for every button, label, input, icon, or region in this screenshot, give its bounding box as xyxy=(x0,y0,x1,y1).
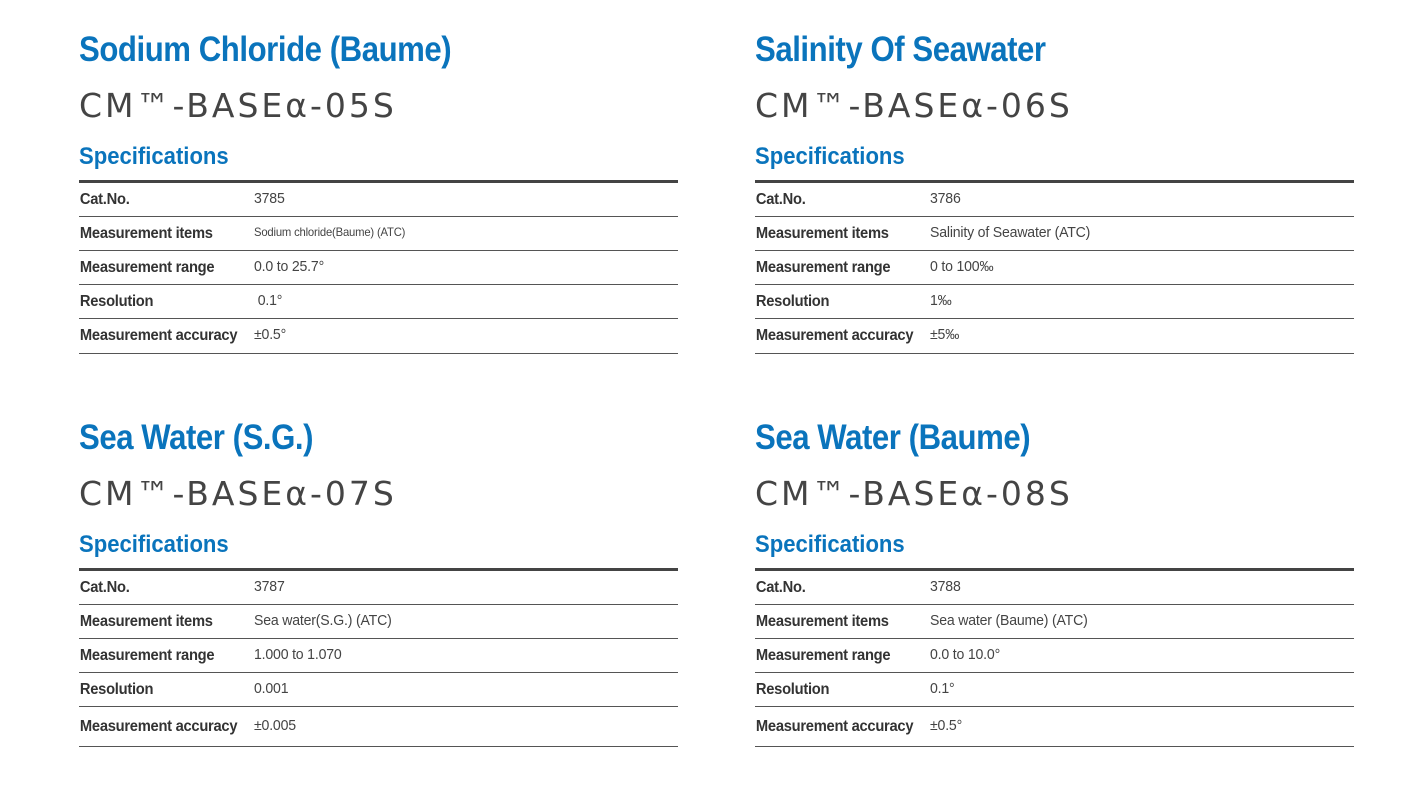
spec-label: Measurement accuracy xyxy=(79,327,238,344)
specifications-table xyxy=(79,180,678,354)
spec-label: Resolution xyxy=(755,680,830,698)
spec-label: Measurement items xyxy=(79,612,213,630)
product-title: Sea Water (Baume) xyxy=(755,418,1031,457)
spec-value: 3788 xyxy=(930,577,961,595)
spec-row-measurement-items xyxy=(79,605,678,639)
spec-label: Measurement range xyxy=(79,258,215,276)
spec-label: Measurement accuracy xyxy=(755,717,914,735)
spec-row-measurement-accuracy xyxy=(79,319,678,354)
spec-value: 3785 xyxy=(254,189,285,207)
product-model: CM™-BASEα-05S xyxy=(79,86,397,125)
product-panel-salinity-of-seawater xyxy=(755,28,1355,354)
spec-label: Measurement range xyxy=(755,646,891,664)
spec-row-measurement-range xyxy=(755,639,1354,673)
spec-row-measurement-range xyxy=(79,639,678,673)
spec-value: 0.0 to 10.0° xyxy=(930,645,1001,663)
spec-value: ±0.5° xyxy=(254,326,287,343)
specifications-table xyxy=(79,568,678,747)
product-panel-sea-water-baume xyxy=(755,416,1355,747)
spec-label: Measurement range xyxy=(79,646,215,664)
spec-row-resolution xyxy=(755,285,1354,319)
spec-label: Measurement accuracy xyxy=(79,717,238,735)
spec-label: Cat.No. xyxy=(755,578,806,596)
spec-row-measurement-accuracy xyxy=(755,319,1354,354)
spec-value: ±0.5° xyxy=(930,716,963,734)
product-model: CM™-BASEα-06S xyxy=(755,86,1073,125)
specifications-heading: Specifications xyxy=(755,143,905,170)
spec-label: Resolution xyxy=(79,680,154,698)
specifications-table xyxy=(755,568,1354,747)
specifications-heading: Specifications xyxy=(79,143,229,170)
spec-value: 0.001 xyxy=(254,679,289,697)
spec-label: Measurement items xyxy=(79,224,213,242)
spec-value: ±5‰ xyxy=(930,326,960,343)
specifications-heading: Specifications xyxy=(79,531,229,558)
spec-row-measurement-accuracy xyxy=(79,707,678,747)
spec-label: Measurement range xyxy=(755,258,891,276)
product-model: CM™-BASEα-08S xyxy=(755,474,1073,513)
product-title: Salinity Of Seawater xyxy=(755,30,1046,69)
product-title: Sea Water (S.G.) xyxy=(79,418,314,457)
spec-value: ±0.005 xyxy=(254,716,296,734)
spec-row-resolution xyxy=(755,673,1354,707)
spec-value: 0.0 to 25.7° xyxy=(254,257,325,275)
spec-value: 1‰ xyxy=(930,291,952,309)
spec-label: Cat.No. xyxy=(79,190,130,208)
spec-row-resolution xyxy=(79,285,678,319)
product-model: CM™-BASEα-07S xyxy=(79,474,397,513)
spec-row-cat-no xyxy=(755,183,1354,217)
spec-value: Sodium chloride(Baume) (ATC) xyxy=(254,225,406,239)
spec-row-cat-no xyxy=(79,183,678,217)
spec-label: Measurement items xyxy=(755,612,889,630)
specifications-table xyxy=(755,180,1354,354)
spec-value: 3786 xyxy=(930,189,961,207)
spec-label: Cat.No. xyxy=(79,578,130,596)
spec-value: 0.1° xyxy=(930,679,955,697)
spec-value: Salinity of Seawater (ATC) xyxy=(930,223,1091,241)
product-panel-sea-water-sg xyxy=(79,416,679,747)
spec-value: 0.1° xyxy=(254,291,283,309)
spec-label: Resolution xyxy=(79,292,154,310)
spec-row-measurement-items xyxy=(755,605,1354,639)
spec-label: Measurement accuracy xyxy=(755,327,914,344)
spec-label: Cat.No. xyxy=(755,190,806,208)
spec-label: Measurement items xyxy=(755,224,889,242)
product-panel-sodium-chloride xyxy=(79,28,679,354)
spec-row-measurement-range xyxy=(755,251,1354,285)
spec-label: Resolution xyxy=(755,292,830,310)
spec-value: 0 to 100‰ xyxy=(930,257,994,275)
spec-row-measurement-items xyxy=(79,217,678,251)
spec-row-measurement-accuracy xyxy=(755,707,1354,747)
spec-value: 1.000 to 1.070 xyxy=(254,645,342,663)
spec-value: Sea water(S.G.) (ATC) xyxy=(254,611,392,629)
spec-row-cat-no xyxy=(755,571,1354,605)
spec-row-resolution xyxy=(79,673,678,707)
spec-row-cat-no xyxy=(79,571,678,605)
spec-row-measurement-range xyxy=(79,251,678,285)
spec-value: 3787 xyxy=(254,577,285,595)
spec-row-measurement-items xyxy=(755,217,1354,251)
product-title: Sodium Chloride (Baume) xyxy=(79,30,452,69)
spec-value: Sea water (Baume) (ATC) xyxy=(930,611,1088,629)
specifications-heading: Specifications xyxy=(755,531,905,558)
